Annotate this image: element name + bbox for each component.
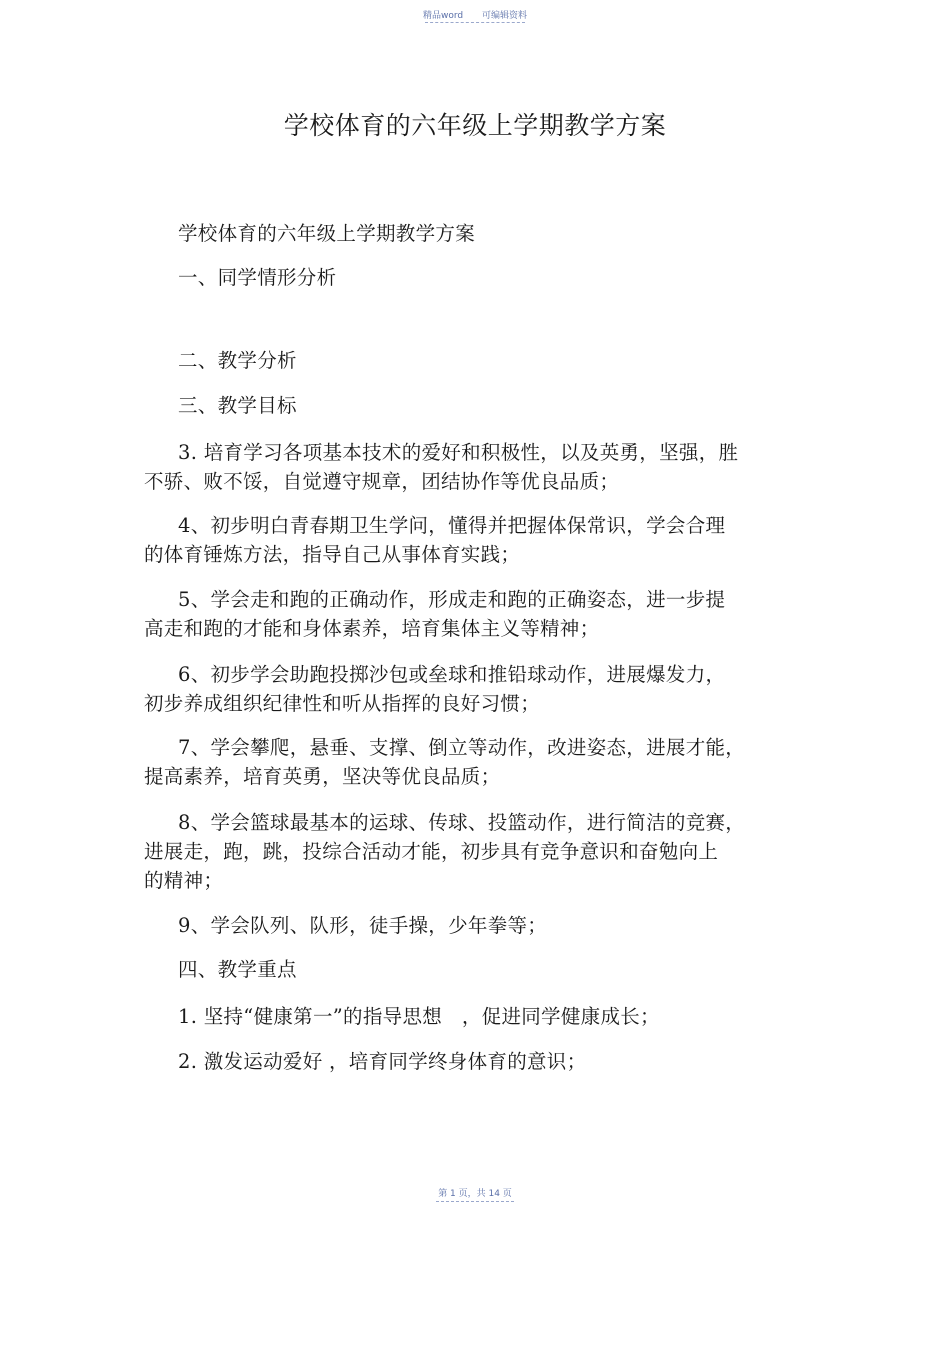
body-line: 学校体育的六年级上学期教学方案 <box>178 222 476 245</box>
body-line: 4、初步明白青春期卫生学问，懂得并把握体保常识，学会合理 <box>178 514 726 537</box>
body-line: 1. 坚持“健康第一”的指导思想 ，促进同学健康成长； <box>178 1005 660 1028</box>
section-heading: 三、教学目标 <box>178 394 297 417</box>
section-heading: 二、教学分析 <box>178 349 297 372</box>
header-left-text: 精品word <box>422 11 464 21</box>
body-line: 7、学会攀爬，悬垂、支撑、倒立等动作，改进姿态，进展才能， <box>178 736 746 759</box>
page-footer: 第 1 页，共 14 页 <box>438 1189 512 1199</box>
body-line: 8、学会篮球最基本的运球、传球、投篮动作，进行简洁的竞赛， <box>178 811 746 834</box>
header-right-text: 可编辑资料 <box>481 11 527 21</box>
body-line: 不骄、败不馁，自觉遵守规章，团结协作等优良品质； <box>144 470 620 493</box>
body-line: 提高素养，培育英勇，坚决等优良品质； <box>144 765 501 788</box>
document-title: 学校体育的六年级上学期教学方案 <box>283 111 667 140</box>
page-header <box>0 8 950 21</box>
section-heading: 一、同学情形分析 <box>178 266 337 289</box>
body-line: 9、学会队列、队形，徒手操，少年拳等； <box>178 914 548 937</box>
body-line: 6、初步学会助跑投掷沙包或垒球和推铅球动作，进展爆发力， <box>178 663 726 686</box>
body-line: 3. 培育学习各项基本技术的爱好和积极性，以及英勇，坚强，胜 <box>178 441 739 464</box>
body-line: 2. 激发运动爱好 ，培育同学终身体育的意识； <box>178 1050 587 1073</box>
body-line: 的精神； <box>144 869 224 892</box>
body-line: 初步养成组织纪律性和听从指挥的良好习惯； <box>144 692 541 715</box>
header-divider <box>425 22 525 23</box>
body-line: 5、学会走和跑的正确动作，形成走和跑的正确姿态，进一步提 <box>178 588 726 611</box>
body-line: 的体育锤炼方法，指导自己从事体育实践； <box>144 543 521 566</box>
footer-divider <box>436 1201 514 1202</box>
body-line: 进展走，跑，跳，投综合活动才能，初步具有竞争意识和奋勉向上 <box>144 840 719 863</box>
body-line: 高走和跑的才能和身体素养，培育集体主义等精神； <box>144 617 600 640</box>
section-heading: 四、教学重点 <box>178 958 297 981</box>
